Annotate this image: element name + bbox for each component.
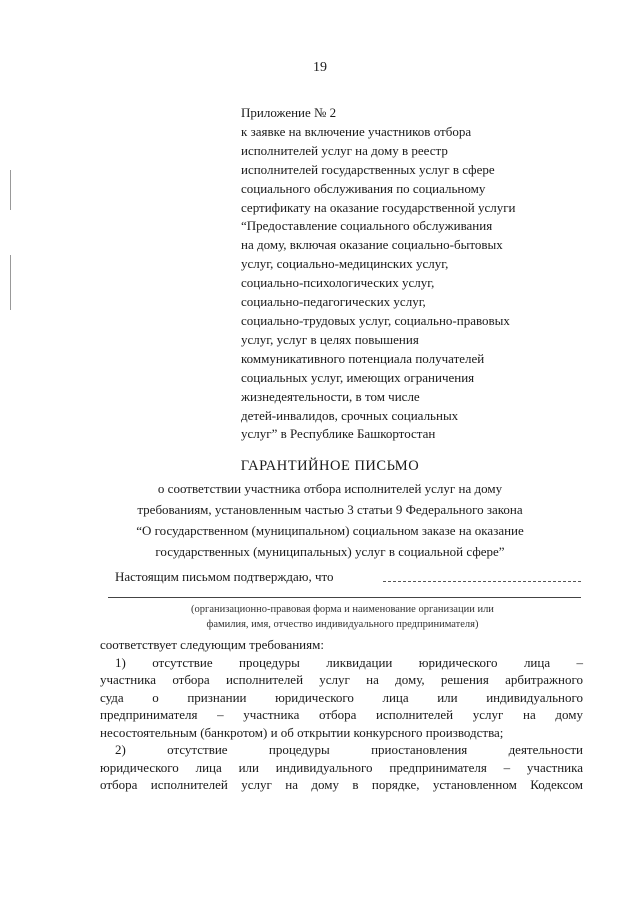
appendix-line: услуг, социально-медицинских услуг, xyxy=(241,256,449,272)
appendix-line: детей-инвалидов, срочных социальных xyxy=(241,407,459,423)
subtitle-line: “О государственном (муниципальном) социальном заказе на оказание xyxy=(136,523,524,538)
letter-body xyxy=(100,636,583,794)
appendix-line: социальных услуг, имеющих ограничения xyxy=(241,369,475,385)
appendix-line: исполнителей государственных услуг в сфере xyxy=(241,161,495,177)
body-line: предпринимателя – участника отбора исполнителей услуг на дому xyxy=(100,707,583,722)
appendix-line: к заявке на включение участников отбора xyxy=(241,123,472,139)
appendix-line: социально-педагогических услуг, xyxy=(241,294,426,310)
body-line: юридического лица или индивидуального предпринимателя – участника xyxy=(100,759,583,775)
appendix-line: услуг, услуг в целях повышения xyxy=(241,331,419,347)
fill-in-line xyxy=(108,597,581,598)
appendix-line: жизнедеятельности, в том числе xyxy=(241,388,420,404)
appendix-line: социально-психологических услуг, xyxy=(241,275,435,291)
body-line: несостоятельным (банкротом) и об открытии конкурсного производства; xyxy=(100,724,504,740)
confirm-text: Настоящим письмом подтверждаю, что xyxy=(115,569,334,584)
scan-artifact xyxy=(10,170,11,210)
appendix-line: коммуникативного потенциала получателей xyxy=(241,350,485,366)
appendix-line: услуг” в Республике Башкортостан xyxy=(241,426,436,442)
appendix-line: социального обслуживания по социальному xyxy=(241,180,486,196)
subtitle-line: о соответствии участника отбора исполнителей услуг на дому xyxy=(157,481,503,496)
letter-subtitle xyxy=(80,478,580,562)
appendix-line: исполнителей услуг на дому в реестр xyxy=(241,142,448,158)
subtitle-line: государственных (муниципальных) услуг в социальной сфере” xyxy=(155,544,505,559)
field-caption xyxy=(100,602,585,632)
letter-title: ГАРАНТИЙНОЕ ПИСЬМО xyxy=(240,458,420,474)
appendix-line: Приложение № 2 xyxy=(241,105,337,120)
subtitle-line: требованиям, установленным частью 3 статьи 9 Федерального закона xyxy=(137,502,523,517)
body-line: суда о признании юридического лица или индивидуального xyxy=(100,689,583,705)
appendix-line: на дому, включая оказание социально-бытовых xyxy=(241,237,503,253)
scan-artifact xyxy=(10,255,11,310)
body-line: отбора исполнителей услуг на дому в порядке, установленном Кодексом xyxy=(100,777,583,792)
appendix-line: социально-трудовых услуг, социально-правовых xyxy=(241,312,510,328)
fill-in-line xyxy=(383,581,581,582)
appendix-line: “Предоставление социального обслуживания xyxy=(241,218,493,234)
appendix-line: сертификату на оказание государственной услуги xyxy=(241,199,516,215)
caption-line: (организационно-правовая форма и наименование организации или xyxy=(191,604,494,615)
body-line: соответствует следующим требованиям: xyxy=(100,637,324,652)
page-number: 19 xyxy=(313,60,327,75)
body-line: 1) отсутствие процедуры ликвидации юридического лица – xyxy=(115,654,583,670)
caption-line: фамилия, имя, отчество индивидуального предпринимателя) xyxy=(206,619,479,630)
body-line: 2) отсутствие процедуры приостановления деятельности xyxy=(115,742,583,757)
body-line: участника отбора исполнителей услуг на дому, решения арбитражного xyxy=(100,672,583,687)
appendix-header xyxy=(241,104,601,444)
